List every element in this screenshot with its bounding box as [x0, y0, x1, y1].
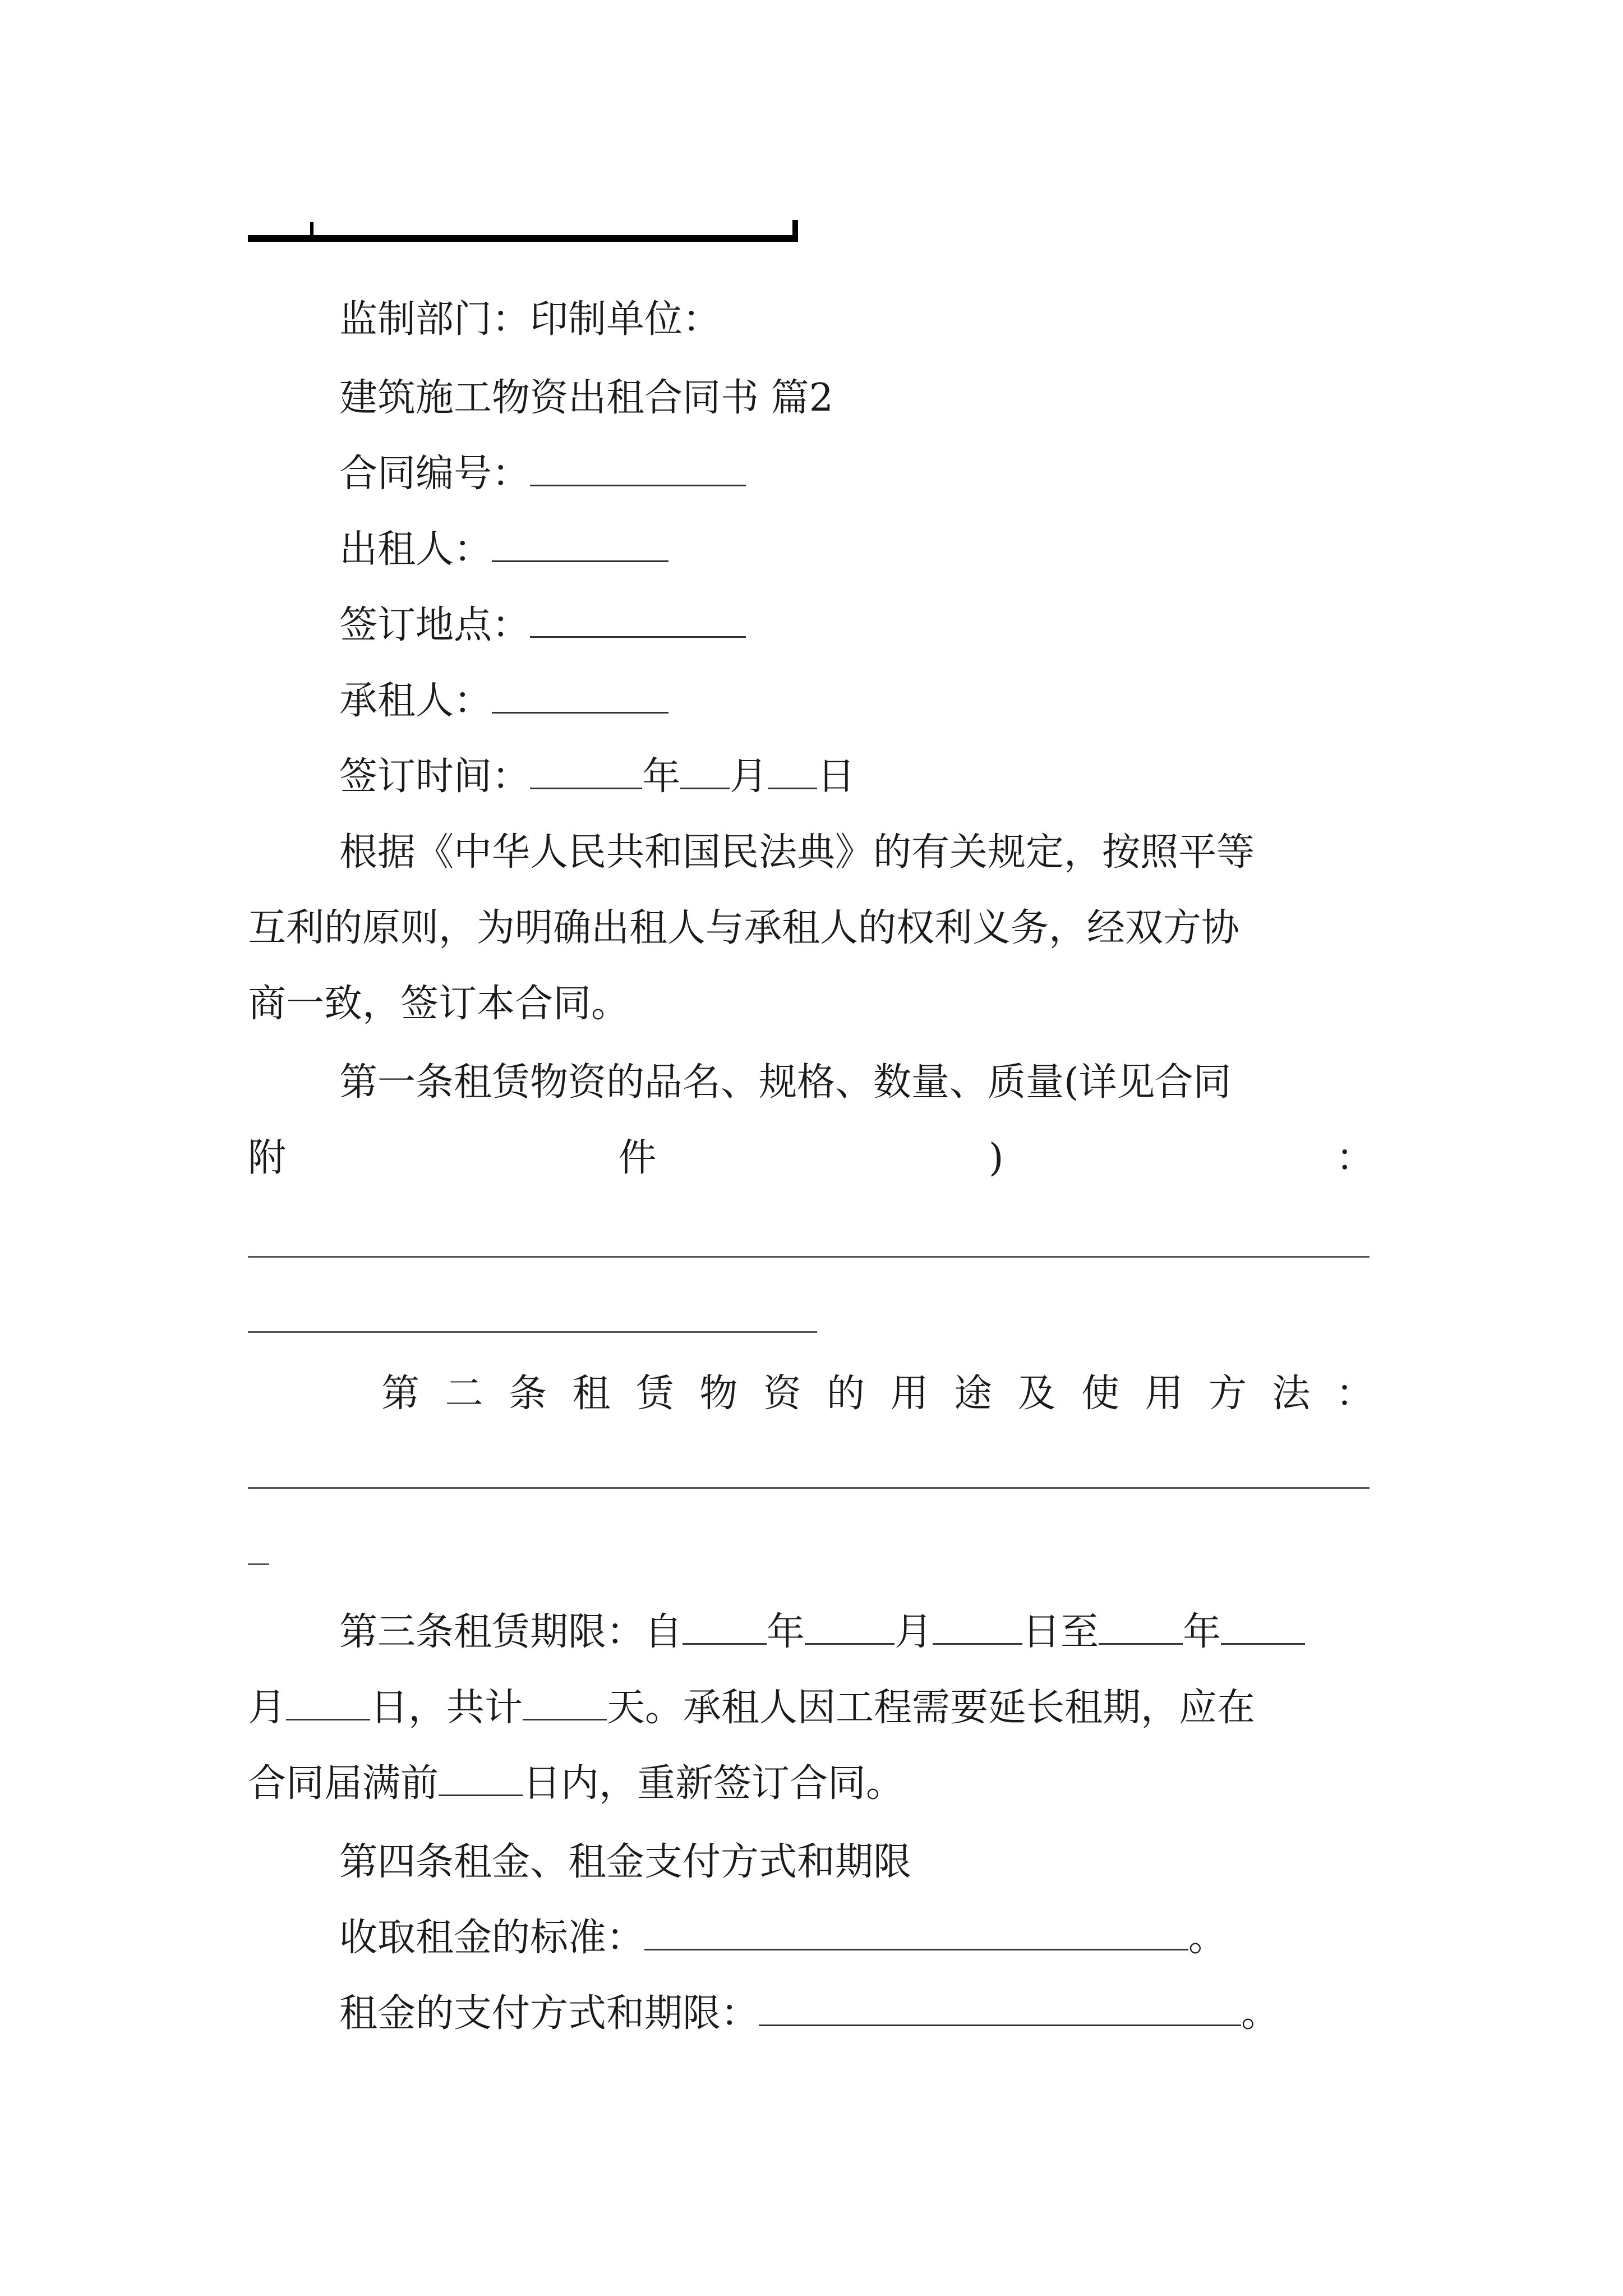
contract-number-blank[interactable] [530, 451, 746, 486]
supervise-line: 监制部门：印制单位： [339, 297, 721, 342]
article-3-line-2: 月 日，共计 天。承租人因工程需要延长租期，应在 [248, 1686, 1256, 1730]
sign-place-blank[interactable] [530, 602, 746, 638]
intro-paragraph-line-3: 商一致，签订本合同。 [248, 982, 630, 1026]
article-3-line-1: 第三条租赁期限：自 年 月 日至 年 [339, 1604, 1305, 1660]
end-year-blank[interactable] [1099, 1609, 1183, 1645]
article-1-line-1: 第一条租赁物资的品名、规格、数量、质量(详见合同 [339, 1060, 1232, 1105]
article-2-line: 第 二 条 租 赁 物 资 的 用 途 及 使 用 方 法 ： [381, 1372, 1374, 1416]
article-4-heading: 第四条租金、租金支付方式和期限 [339, 1840, 912, 1884]
article-1-line-2: 附 件 ) ： [248, 1136, 1374, 1180]
table-border-fragment [248, 235, 798, 242]
article-1-blank-line-2[interactable] [248, 1331, 817, 1333]
sign-place-field: 签订地点： [339, 597, 746, 654]
year-blank[interactable] [530, 754, 642, 789]
lessor-field: 出租人： [339, 522, 668, 578]
lessee-blank[interactable] [492, 678, 668, 714]
rent-payment-field: 租金的支付方式和期限： 。 [339, 1991, 1280, 2036]
table-border-tick [310, 222, 313, 239]
end-month-blank[interactable] [1221, 1609, 1305, 1645]
month-blank[interactable] [680, 754, 730, 789]
start-year-blank[interactable] [683, 1609, 767, 1645]
sign-time-field: 签订时间： 年 月 日 [339, 754, 856, 799]
total-days-blank[interactable] [523, 1685, 607, 1720]
start-day-blank[interactable] [933, 1609, 1022, 1645]
day-blank[interactable] [768, 754, 817, 789]
table-border-tick [792, 220, 798, 241]
document-title: 建筑施工物资出租合同书 篇2 [339, 376, 833, 420]
article-2-blank-line-1[interactable] [248, 1487, 1370, 1489]
lessor-blank[interactable] [492, 527, 668, 562]
intro-paragraph-line-1: 根据《中华人民共和国民法典》的有关规定，按照平等 [339, 830, 1255, 875]
end-day-blank[interactable] [286, 1685, 370, 1720]
article-1-blank-line-1[interactable] [248, 1256, 1370, 1258]
article-3-line-3: 合同届满前 日内，重新签订合同。 [248, 1761, 905, 1806]
contract-number-field: 合同编号： [339, 446, 746, 502]
rent-standard-blank[interactable] [644, 1915, 1188, 1950]
rent-standard-field: 收取租金的标准： 。 [339, 1916, 1227, 1960]
rent-payment-blank[interactable] [759, 1991, 1241, 2026]
article-2-blank-line-2[interactable] [248, 1563, 269, 1565]
lessee-field: 承租人： [339, 673, 668, 729]
start-month-blank[interactable] [805, 1609, 895, 1645]
intro-paragraph-line-2: 互利的原则，为明确出租人与承租人的权利义务，经双方协 [248, 906, 1240, 950]
renewal-days-blank[interactable] [439, 1761, 523, 1796]
